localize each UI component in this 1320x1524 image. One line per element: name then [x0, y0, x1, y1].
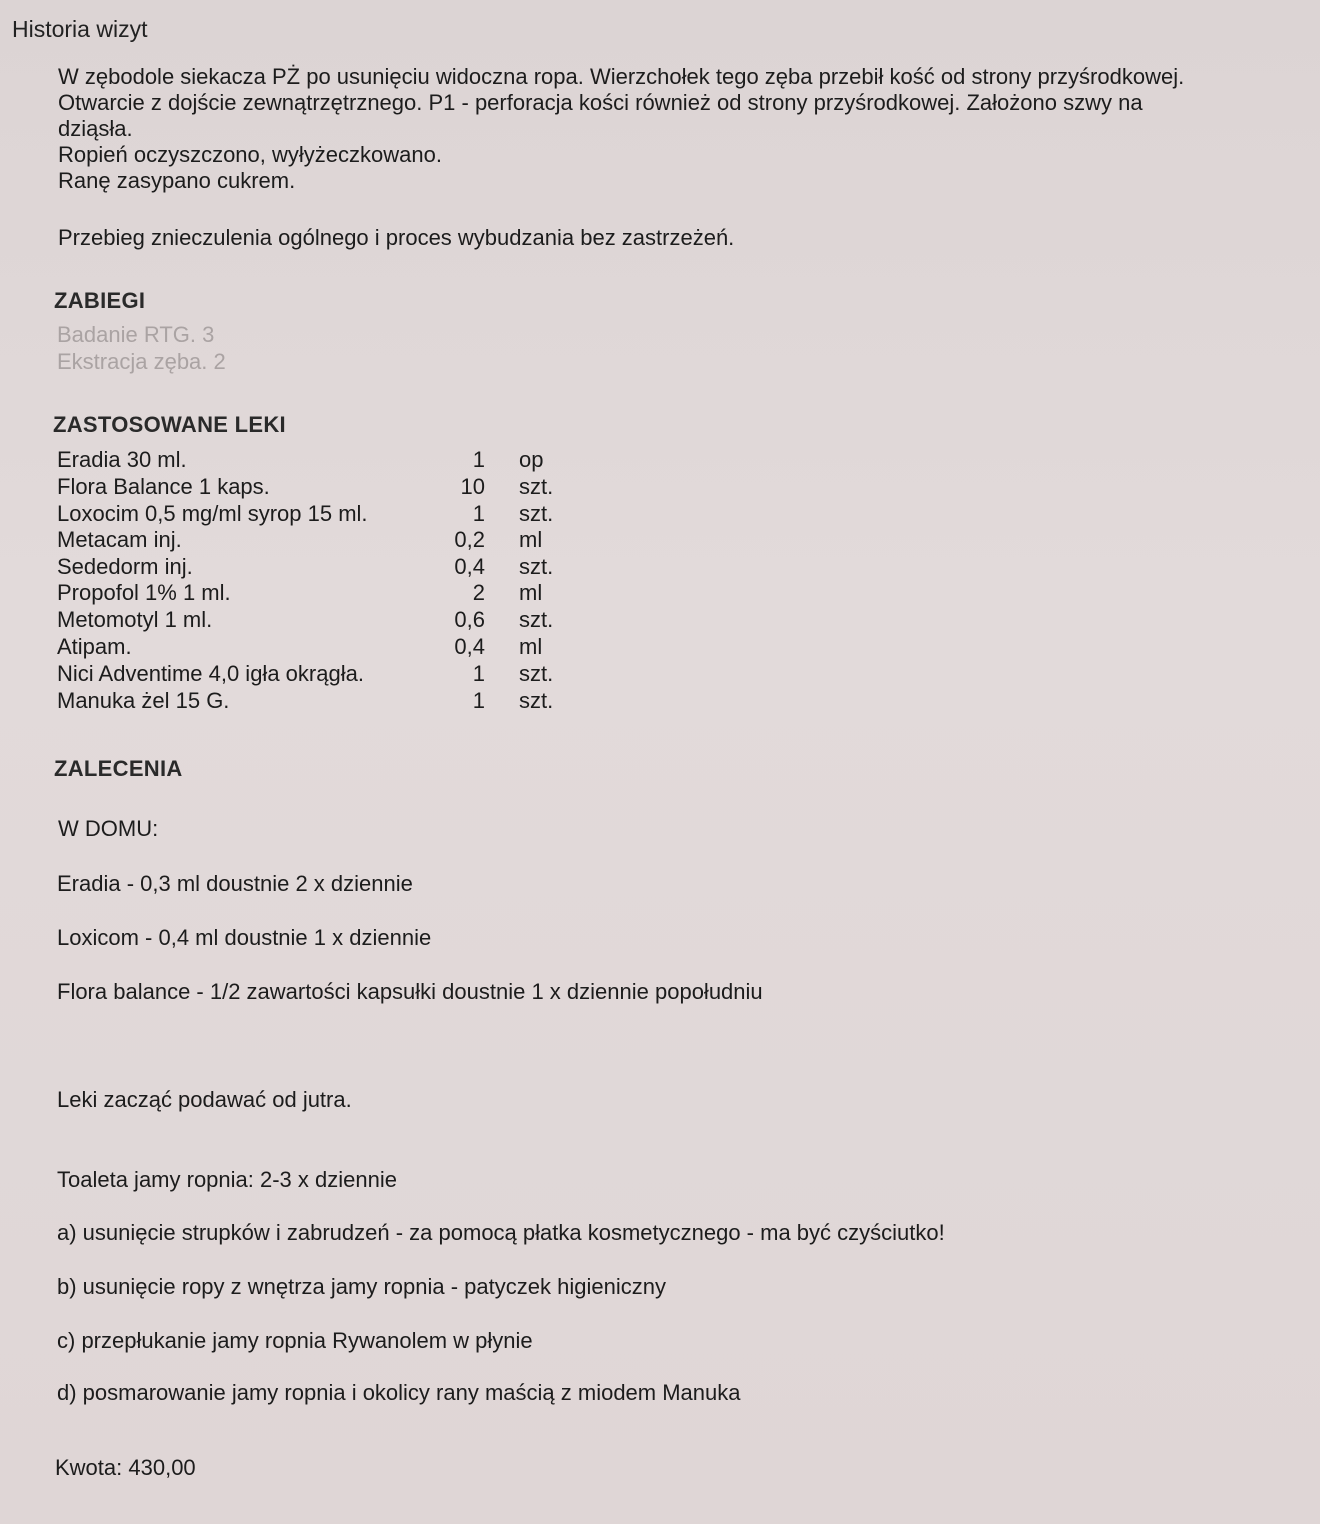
description-line: Otwarcie z dojście zewnątrzętrznego. P1 - perforacja kości również od strony przyśrodkowej. Założono szwy na: [58, 90, 1143, 115]
description-line: dziąsła.: [58, 116, 133, 141]
medication-name: Loxocim 0,5 mg/ml syrop 15 ml.: [57, 501, 368, 526]
medication-unit: szt.: [519, 661, 554, 686]
medication-quantity: 2: [472, 580, 485, 605]
medication-quantity: 0,6: [454, 607, 485, 632]
procedure-item: Badanie RTG. 3: [57, 322, 215, 347]
anesthesia-note: Przebieg znieczulenia ogólnego i proces wybudzania bez zastrzeżeń.: [58, 225, 735, 250]
medication-name: Propofol 1% 1 ml.: [57, 580, 231, 605]
medication-quantity: 1: [472, 447, 485, 472]
visit-description: [58, 64, 1308, 194]
medication-unit: szt.: [519, 607, 554, 632]
home-instruction: Flora balance - 1/2 zawartości kapsułki doustnie 1 x dziennie popołudniu: [57, 979, 763, 1004]
medication-unit: szt.: [519, 688, 554, 713]
medication-quantity: 1: [472, 661, 485, 686]
medication-name: Atipam.: [57, 634, 132, 659]
medication-name: Sededorm inj.: [57, 554, 193, 579]
medication-name: Nici Adventime 4,0 igła okrągła.: [57, 661, 364, 686]
medications-heading: ZASTOSOWANE LEKI: [53, 412, 286, 437]
procedure-item: Ekstracja zęba. 2: [57, 349, 226, 374]
medication-unit: op: [519, 447, 544, 472]
page-title: Historia wizyt: [12, 16, 148, 42]
medication-quantity: 1: [472, 501, 485, 526]
total-amount: Kwota: 430,00: [55, 1455, 196, 1480]
recommendations-heading: ZALECENIA: [54, 756, 183, 781]
medication-name: Manuka żel 15 G.: [57, 688, 230, 713]
medication-name: Flora Balance 1 kaps.: [57, 474, 270, 499]
procedures-heading: ZABIEGI: [54, 288, 146, 313]
medication-name: Eradia 30 ml.: [57, 447, 187, 472]
medication-quantity: 0,2: [454, 527, 485, 552]
home-label: W DOMU:: [58, 816, 159, 841]
medication-name: Metacam inj.: [57, 527, 182, 552]
medication-unit: ml: [519, 580, 543, 605]
care-step: a) usunięcie strupków i zabrudzeń - za pomocą płatka kosmetycznego - ma być czyściutko!: [57, 1220, 945, 1245]
medication-quantity: 10: [460, 474, 485, 499]
medication-unit: ml: [519, 634, 543, 659]
home-instruction: Eradia - 0,3 ml doustnie 2 x dziennie: [57, 871, 413, 896]
medication-unit: szt.: [519, 501, 554, 526]
care-step: d) posmarowanie jamy ropnia i okolicy rany maścią z miodem Manuka: [57, 1380, 741, 1405]
home-instruction: Loxicom - 0,4 ml doustnie 1 x dziennie: [57, 925, 432, 950]
care-step: c) przepłukanie jamy ropnia Rywanolem w płynie: [57, 1328, 533, 1353]
medication-name: Metomotyl 1 ml.: [57, 607, 213, 632]
description-line: Ropień oczyszczono, wyłyżeczkowano.: [58, 142, 442, 167]
medication-quantity: 1: [472, 688, 485, 713]
medication-quantity: 0,4: [454, 554, 485, 579]
medication-unit: szt.: [519, 554, 554, 579]
medication-unit: ml: [519, 527, 543, 552]
medication-unit: szt.: [519, 474, 554, 499]
description-line: Ranę zasypano cukrem.: [58, 168, 296, 193]
care-title: Toaleta jamy ropnia: 2-3 x dziennie: [57, 1167, 397, 1192]
medication-quantity: 0,4: [454, 634, 485, 659]
care-step: b) usunięcie ropy z wnętrza jamy ropnia - patyczek higieniczny: [57, 1274, 666, 1299]
description-line: W zębodole siekacza PŻ po usunięciu widoczna ropa. Wierzchołek tego zęba przebił kość od strony przyśrodkowej.: [58, 64, 1185, 89]
start-note: Leki zacząć podawać od jutra.: [57, 1087, 352, 1112]
